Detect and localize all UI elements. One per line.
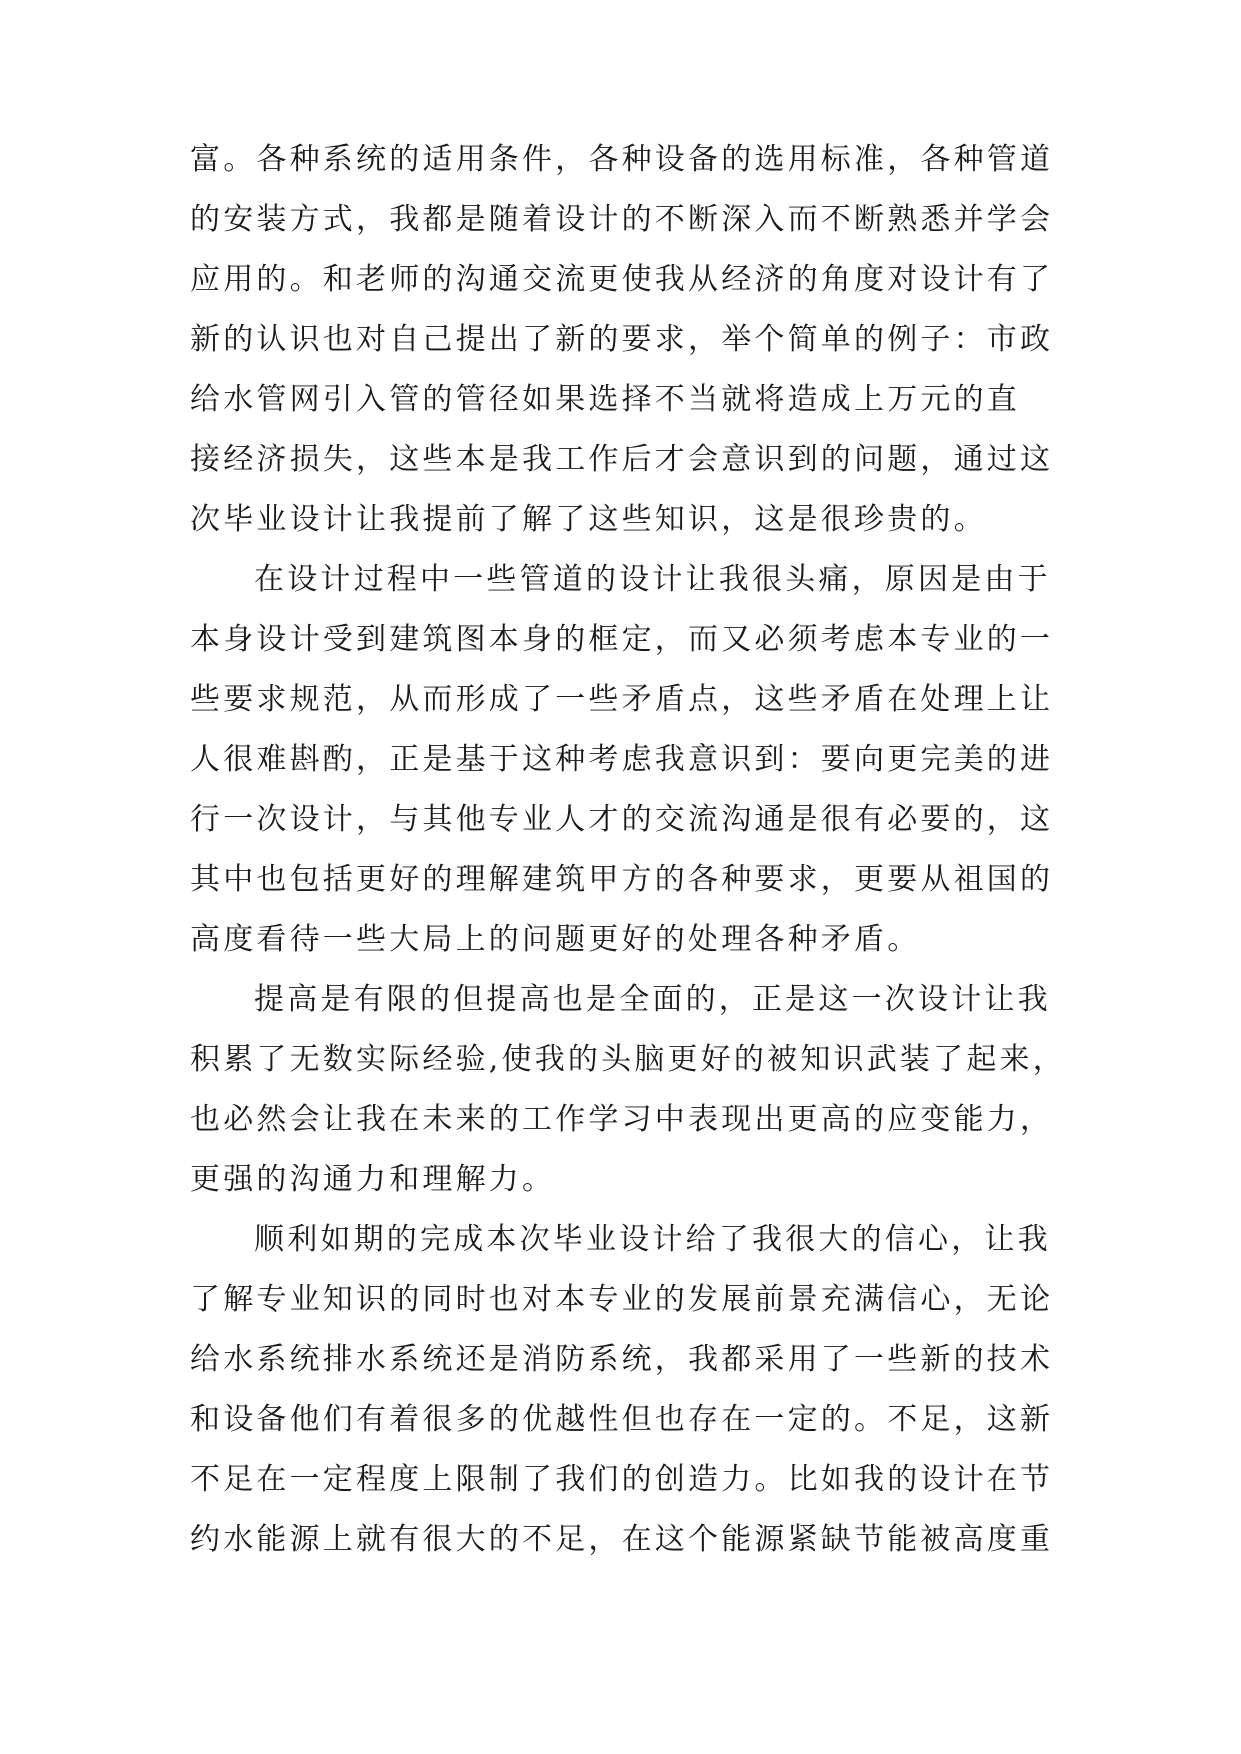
- text-line: 给水系统排水系统还是消防系统，我都采用了一些新的技术: [190, 1342, 1054, 1377]
- text-line: 新的认识也对自己提出了新的要求，举个简单的例子：市政: [190, 322, 1054, 357]
- text-line: 行一次设计，与其他专业人才的交流沟通是很有必要的，这: [190, 802, 1054, 837]
- text-line: 高度看待一些大局上的问题更好的处理各种矛盾。: [190, 922, 921, 957]
- text-line: 次毕业设计让我提前了解了这些知识，这是很珍贵的。: [190, 502, 987, 537]
- text-line: 富。各种系统的适用条件，各种设备的选用标准，各种管道: [190, 142, 1054, 177]
- text-line: 积累了无数实际经验,使我的头脑更好的被知识武装了起来，: [190, 1042, 1066, 1077]
- text-line: 在设计过程中一些管道的设计让我很头痛，原因是由于: [254, 562, 1051, 597]
- body-text: [190, 130, 1066, 1570]
- text-line: 本身设计受到建筑图本身的框定，而又必须考虑本专业的一: [190, 622, 1054, 657]
- text-line: 不足在一定程度上限制了我们的创造力。比如我的设计在节: [190, 1462, 1054, 1497]
- text-line: 约水能源上就有很大的不足，在这个能源紧缺节能被高度重: [190, 1522, 1054, 1557]
- text-line: 的安装方式，我都是随着设计的不断深入而不断熟悉并学会: [190, 202, 1054, 237]
- text-line: 了解专业知识的同时也对本专业的发展前景充满信心，无论: [190, 1282, 1054, 1317]
- text-line: 和设备他们有着很多的优越性但也存在一定的。不足，这新: [190, 1402, 1054, 1437]
- text-line: 其中也包括更好的理解建筑甲方的各种要求，更要从祖国的: [190, 862, 1054, 897]
- text-line: 提高是有限的但提高也是全面的，正是这一次设计让我: [254, 982, 1051, 1017]
- text-line: 人很难斟酌，正是基于这种考虑我意识到：要向更完美的进: [190, 742, 1054, 777]
- text-line: 应用的。和老师的沟通交流更使我从经济的角度对设计有了: [190, 262, 1054, 297]
- text-line: 些要求规范，从而形成了一些矛盾点，这些矛盾在处理上让: [190, 682, 1054, 717]
- text-line: 给水管网引入管的管径如果选择不当就将造成上万元的直: [190, 382, 1020, 417]
- text-line: 也必然会让我在未来的工作学习中表现出更高的应变能力，: [190, 1102, 1054, 1137]
- text-line: 更强的沟通力和理解力。: [190, 1162, 556, 1197]
- text-line: 顺利如期的完成本次毕业设计给了我很大的信心，让我: [254, 1222, 1051, 1257]
- text-line: 接经济损失，这些本是我工作后才会意识到的问题，通过这: [190, 442, 1054, 477]
